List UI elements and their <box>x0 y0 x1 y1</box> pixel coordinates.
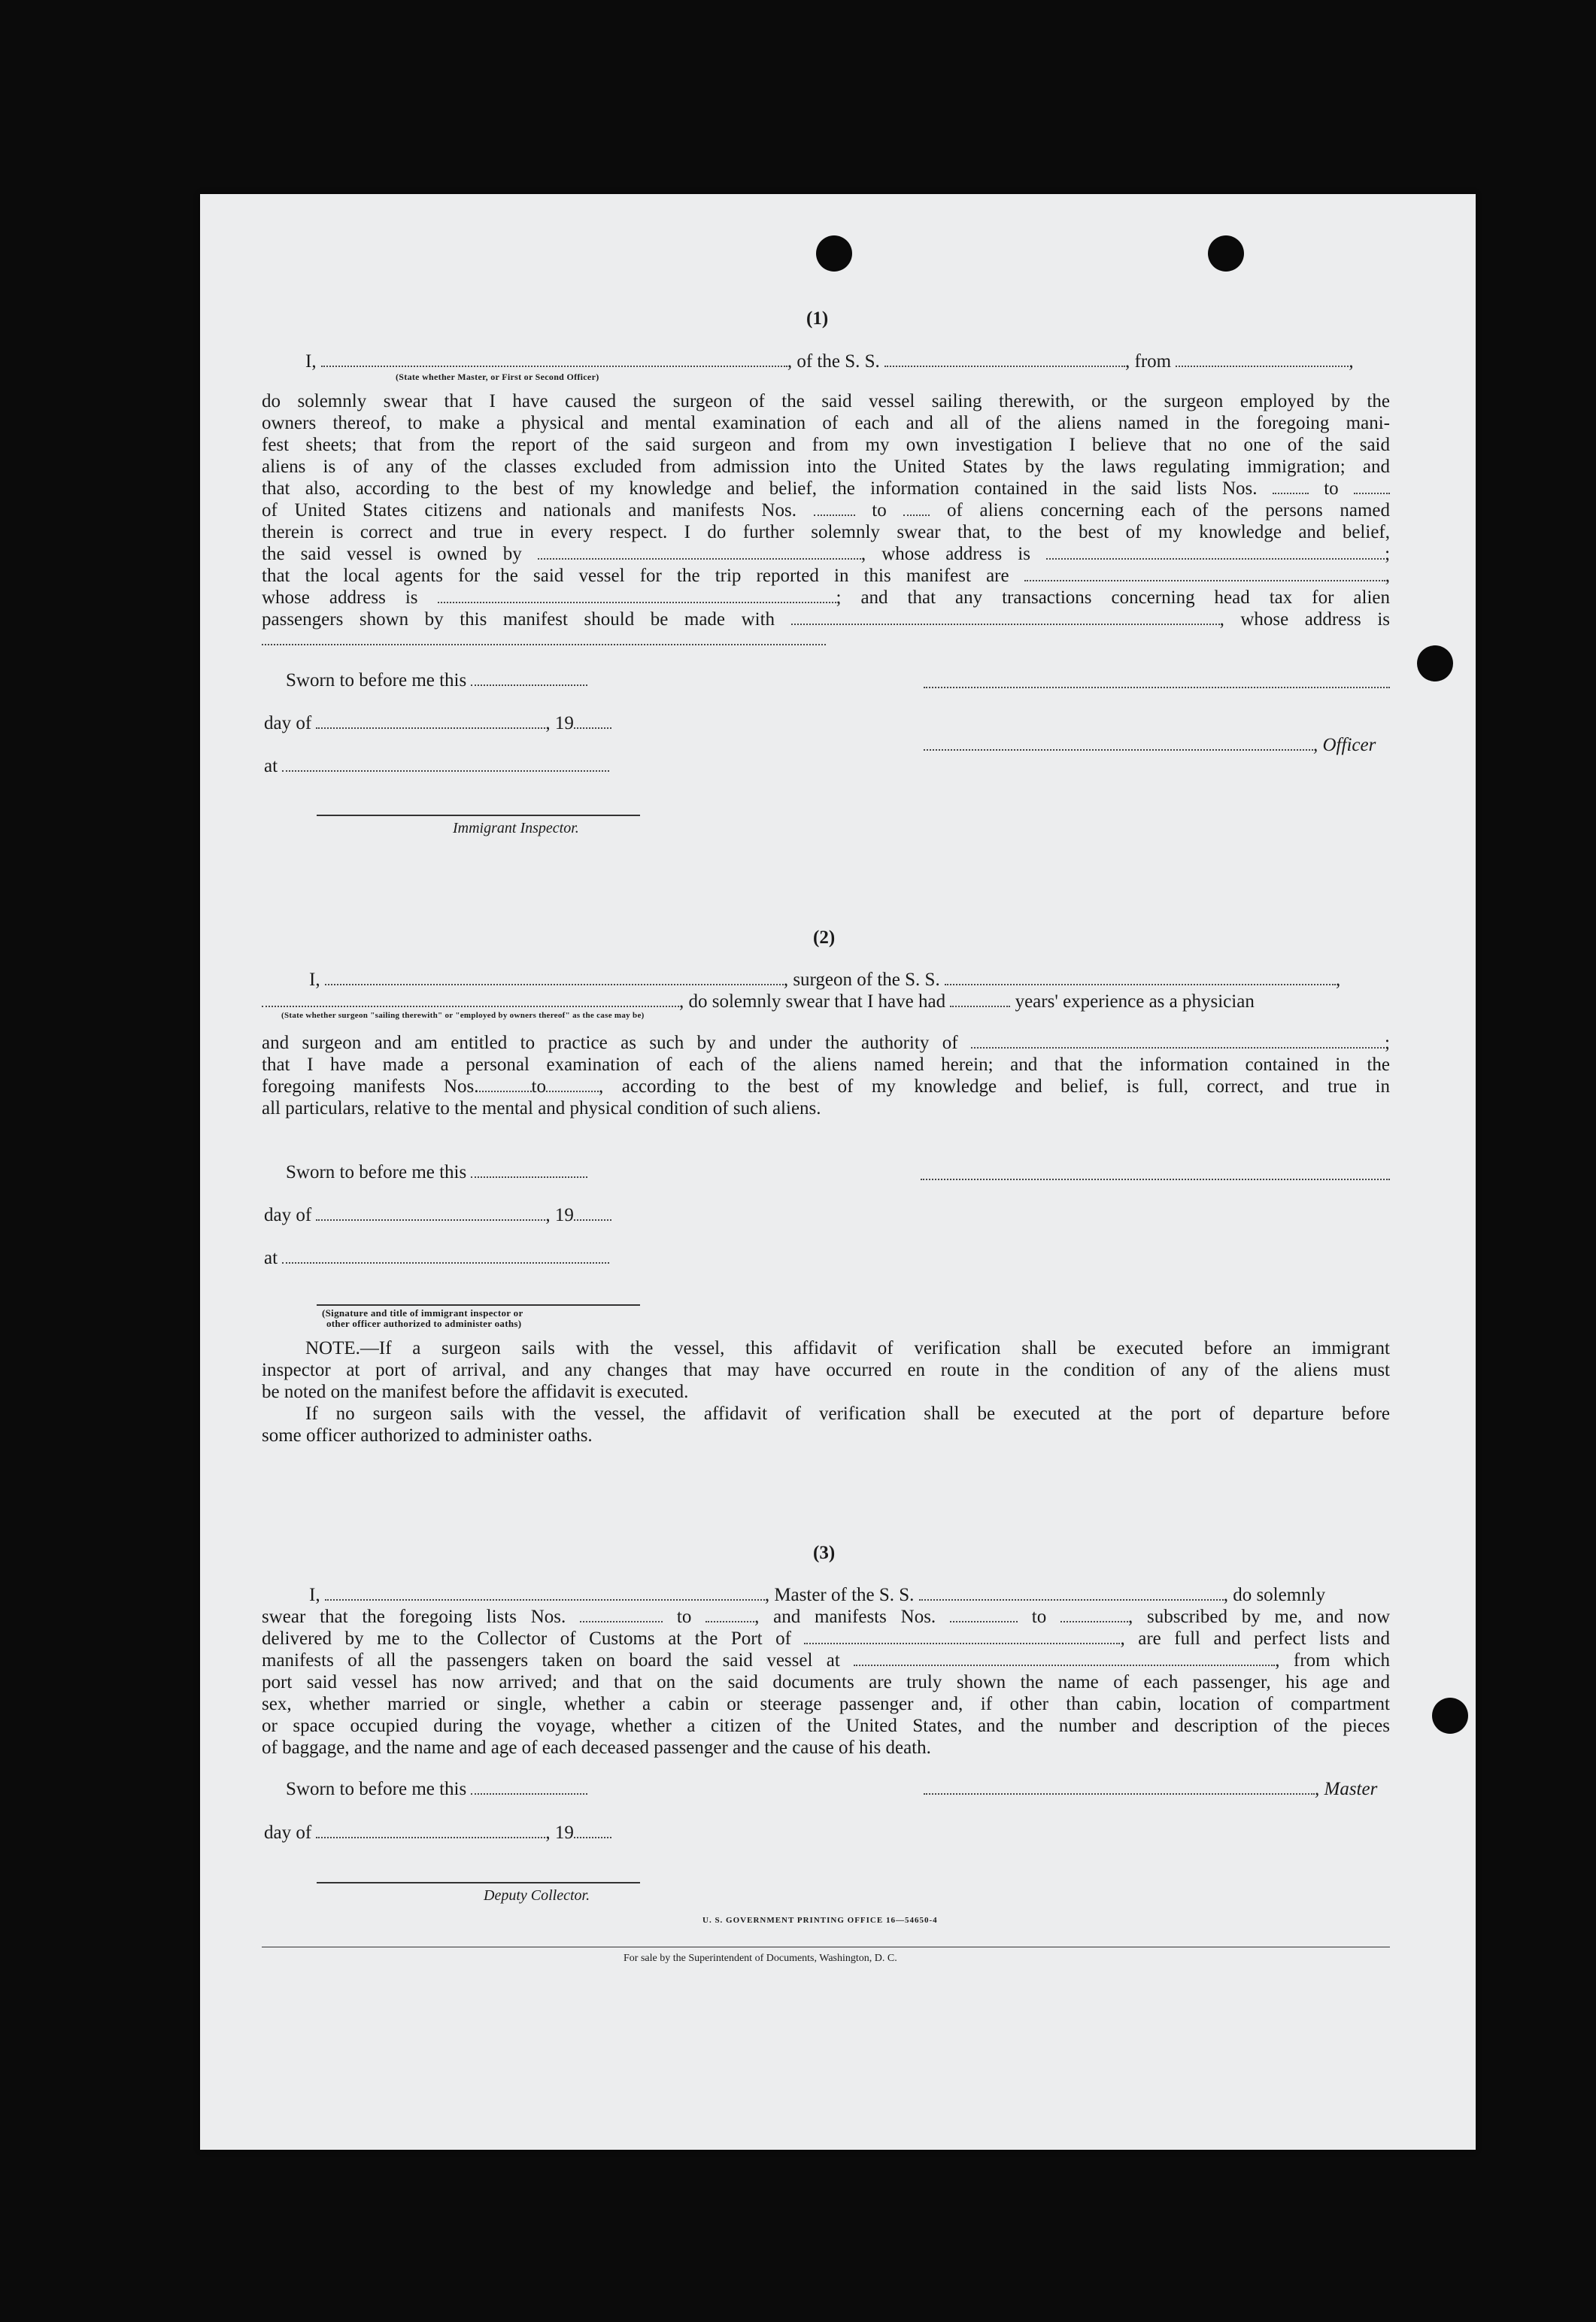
s1-officer: , Officer <box>924 734 1376 756</box>
s1-line1: I, , of the S. S. , from , <box>305 351 1354 372</box>
s1-paragraph: do solemnly swear that I have caused the surgeon of the said vessel sailing therewith, or the surgeon employed by the owners thereof, to make a physical and mental examination of each and all of the aliens named in the foregoing mani- fest sheets; that from the report of the said surgeon and from my own investigation I believe that no one of the said aliens is of any of the classes excluded from admission into the United States by the laws regulating immigration; and that also, according to the best of my knowledge and belief, the information contained in the said lists Nos. to of United States citizens and nationals and manifests Nos. to of aliens concerning each of the persons named therein is correct and true in every respect. I do further solemnly swear that, to the best of my knowledge and belief, the said vessel is owned by , whose address is ; that the local agents for the said vessel for the trip reported in this manifest are , whose address is ; and that any transactions concerning head tax for alien passengers shown by this manifest should be made with , whose address is <box>262 391 1391 630</box>
s2-hint: (State whether surgeon "sailing therewith" or "employed by owners thereof" as the case may be) <box>281 1011 645 1020</box>
sale-notice: For sale by the Superintendent of Documents, Washington, D. C. <box>624 1953 897 1964</box>
s1-inspector-line <box>317 815 640 816</box>
s3-paragraph: swear that the foregoing lists Nos. to , and manifests Nos. to , subscribed by me, and now delivered by me to the Collector of Customs at the Port of , are full and perfect lists and manifests of all the passengers taken on board the said vessel at , from which port said vessel has now arrived; and that on the said documents are truly shown the name of each passenger, his age and sex, whether married or single, whether a cabin or steerage passenger and, if other than cabin, location of compartment or space occupied during the voyage, whether a citizen of the United States, and the number and description of the pieces of baggage, and the name and age of each deceased passenger and the cause of his death. <box>262 1607 1391 1758</box>
section-3-number: (3) <box>813 1543 836 1563</box>
s3-deputy: Deputy Collector. <box>484 1887 590 1904</box>
section-2-number: (2) <box>813 927 836 948</box>
from-blank[interactable] <box>1176 352 1349 367</box>
s1-at: at <box>264 755 609 777</box>
s1-day: day of , 19 <box>264 712 611 734</box>
s3-deputy-line <box>317 1882 640 1883</box>
s2-sig-line <box>317 1304 640 1306</box>
s2-line1: I, , surgeon of the S. S. , <box>309 970 1341 990</box>
name-blank[interactable] <box>321 352 787 367</box>
vessel-blank[interactable] <box>884 352 1125 367</box>
s3-master: , Master <box>924 1778 1377 1800</box>
s2-at: at <box>264 1247 609 1269</box>
section-1-number: (1) <box>806 308 829 329</box>
s1-inspector: Immigrant Inspector. <box>453 820 579 836</box>
s1-sworn: Sworn to before me this <box>286 669 587 691</box>
s2-sig-label2: other officer authorized to administer oaths) <box>326 1318 522 1329</box>
punch-hole <box>1432 1698 1468 1734</box>
punch-hole <box>1208 235 1244 272</box>
gpo-imprint: U. S. GOVERNMENT PRINTING OFFICE 16—54650-4 <box>702 1916 938 1925</box>
punch-hole <box>816 235 852 272</box>
form-sheet <box>200 194 1476 2150</box>
s2-day: day of , 19 <box>264 1204 611 1226</box>
s2-signature-line[interactable] <box>921 1179 1390 1180</box>
s3-line1: I, , Master of the S. S. , do solemnly <box>309 1585 1326 1605</box>
s2-note: NOTE.—If a surgeon sails with the vessel, this affidavit of verification shall be executed before an immigrant inspector at port of arrival, and any changes that may have occurred en route in the condition of any of the aliens must be noted on the manifest before the affidavit is executed. If no surgeon sails with the vessel, the affidavit of verification shall be executed at the port of departure before some officer authorized to administer oaths. <box>262 1338 1390 1446</box>
s2-paragraph: and surgeon and am entitled to practice as such by and under the authority of ; that I have made a personal examination of each of the aliens named herein; and that the information contained in the foregoing manifests Nos. to , according to the best of my knowledge and belief, is full, correct, and true in all particulars, relative to the mental and physical condition of such aliens. <box>262 1033 1390 1119</box>
s1-signature-line[interactable] <box>924 687 1390 688</box>
s3-day: day of , 19 <box>264 1822 611 1844</box>
s3-sworn: Sworn to before me this <box>286 1778 587 1800</box>
s2-sig-label1: (Signature and title of immigrant inspector or <box>322 1307 523 1319</box>
s2-line2: , do solemnly swear that I have had years' experience as a physician <box>262 991 1255 1012</box>
s1-address-blank[interactable] <box>262 644 826 645</box>
punch-hole <box>1417 645 1453 681</box>
s2-sworn: Sworn to before me this <box>286 1161 587 1183</box>
s1-hint: (State whether Master, or First or Second Officer) <box>396 372 599 382</box>
